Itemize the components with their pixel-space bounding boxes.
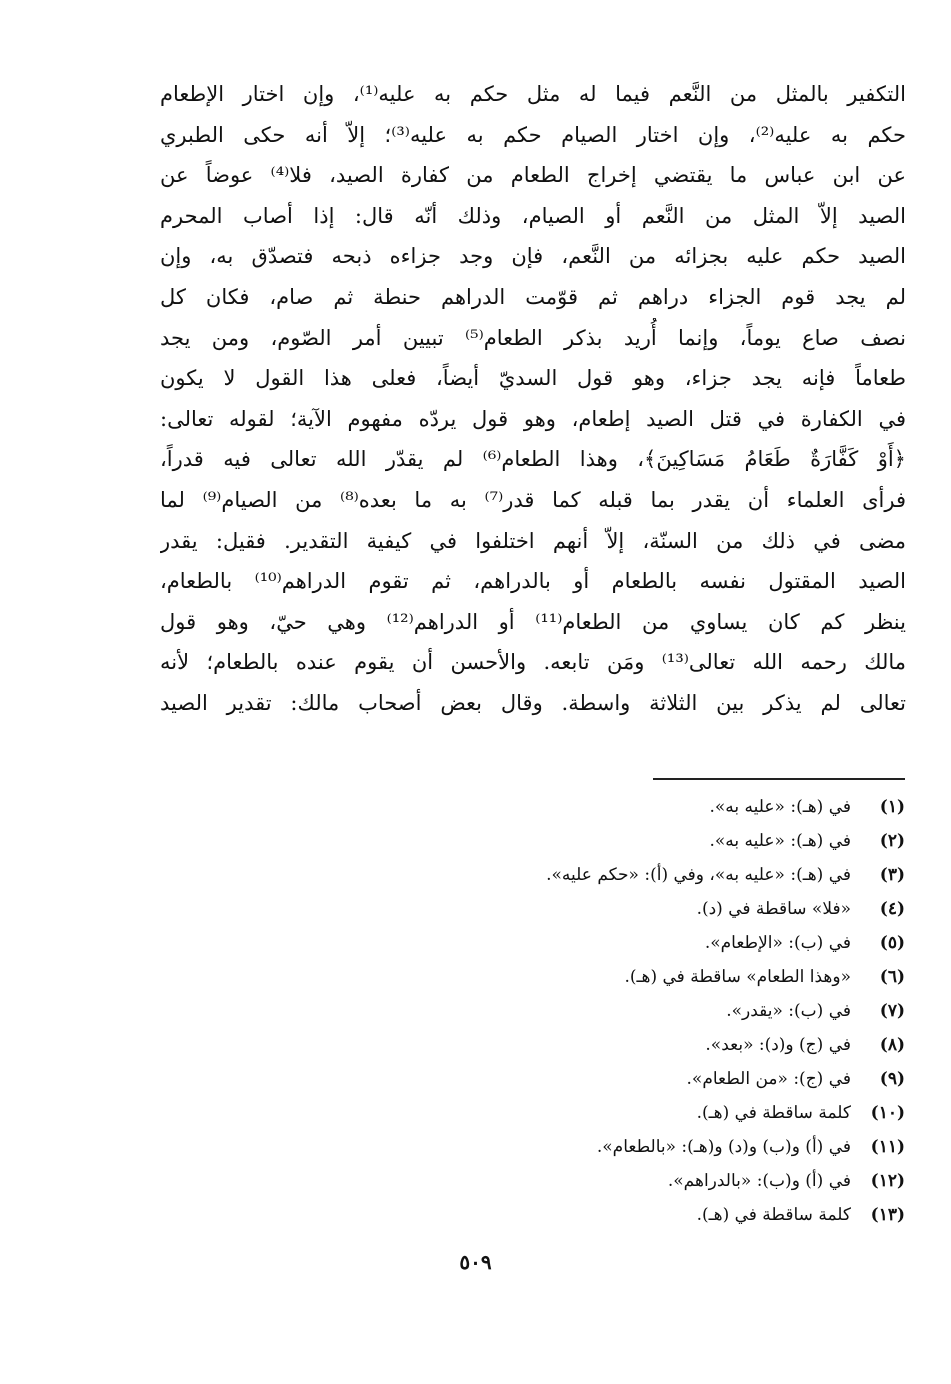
- footnote-number: (١): [879, 797, 905, 817]
- footnote-item: [145, 790, 905, 824]
- text-line: عن ابن عباس ما يقتضي إخراج الطعام من كفارة الصيد، فلا⁽⁴⁾ عوضاً عن: [160, 163, 906, 188]
- footnote-number: (١٣): [870, 1205, 905, 1225]
- footnote-text: في (هـ): «عليه به».: [709, 831, 851, 851]
- footnote-text: كلمة ساقطة في (هـ).: [696, 1103, 851, 1123]
- footnote-text: في (أ) و(ب) و(د) و(هـ): «بالطعام».: [596, 1137, 851, 1157]
- footnote-item: [145, 858, 905, 892]
- text-line: الصيد المقتول نفسه بالطعام أو بالدراهم، ثم تقوم الدراهم⁽¹⁰⁾ بالطعام،: [160, 569, 906, 594]
- text-line: لم يجد قوم الجزاء دراهم ثم قوّمت الدراهم حنطة ثم صام، فكان كل: [160, 284, 906, 309]
- footnote-number: (٥): [879, 933, 905, 953]
- footnote-text: في (هـ): «عليه به»، وفي (أ): «حكم عليه».: [546, 865, 851, 885]
- footnote-number: (١٢): [870, 1171, 905, 1191]
- footnote-number: (٤): [879, 899, 905, 919]
- footnote-item: [145, 892, 905, 926]
- footnote-text: في (ب): «الإطعام».: [704, 933, 851, 953]
- footnote-number: (١١): [870, 1137, 905, 1157]
- footnote-item: [145, 1164, 905, 1198]
- footnote-item: [145, 926, 905, 960]
- text-line: تعالى لم يذكر بين الثلاثة واسطة. وقال بعض أصحاب مالك: تقدير الصيد: [160, 690, 906, 715]
- footnote-divider: [653, 778, 905, 780]
- text-line: فرأى العلماء أن يقدر بما قبله كما قدر⁽⁷⁾ به ما بعده⁽⁸⁾ من الصيام⁽⁹⁾ لما: [160, 487, 906, 512]
- text-line: في الكفارة في قتل الصيد إطعام، وهو قول يردّه مفهوم الآية؛ لقوله تعالى:: [160, 406, 906, 431]
- footnote-text: في (ج) و(د): «بعد».: [705, 1035, 851, 1055]
- text-line: ينظر كم كان يساوي من الطعام⁽¹¹⁾ أو الدراهم⁽¹²⁾ وهي حيّ، وهو قول: [160, 609, 906, 634]
- text-line: حكم به عليه⁽²⁾، وإن اختار الصيام حكم به عليه⁽³⁾؛ إلاّ أنه حكى الطبري: [160, 122, 906, 147]
- footnote-text: «وهذا الطعام» ساقطة في (هـ).: [624, 967, 851, 987]
- footnote-text: في (ب): «يقدر».: [726, 1001, 851, 1021]
- text-line: الصيد إلاّ المثل من النَّعم أو الصيام، وذلك أنّه قال: إذا أصاب المحرم: [160, 203, 906, 228]
- footnotes-block: [145, 790, 905, 1232]
- text-line: نصف صاع يوماً، وإنما أُريد بذكر الطعام⁽⁵⁾ تبيين أمر الصّوم، ومن يجد: [160, 325, 906, 350]
- footnote-text: في (أ) و(ب): «بالدراهم».: [667, 1171, 851, 1191]
- footnote-item: [145, 994, 905, 1028]
- text-line: الصيد حكم عليه بجزائه من النَّعم، فإن وجد جزاءه ذبحه فتصدّق به، وإن: [160, 244, 906, 269]
- text-line: طعاماً فإنه يجد جزاء، وهو قول السديّ أيضاً، فعلى هذا القول لا يكون: [160, 366, 906, 391]
- footnote-number: (٦): [879, 967, 905, 987]
- footnote-item: [145, 960, 905, 994]
- page-number: ٥٠٩: [459, 1250, 492, 1274]
- footnote-item: [145, 1096, 905, 1130]
- footnote-item: [145, 1062, 905, 1096]
- text-line: مضى في ذلك من السنّة، إلاّ أنهم اختلفوا في كيفية التقدير. فقيل: يقدر: [160, 528, 906, 553]
- footnote-number: (١٠): [870, 1103, 905, 1123]
- footnote-number: (٢): [879, 831, 905, 851]
- main-text-block: [160, 74, 906, 724]
- footnote-item: [145, 1198, 905, 1232]
- footnote-text: «فلا» ساقطة في (د).: [696, 899, 851, 919]
- footnote-item: [145, 1028, 905, 1062]
- footnote-number: (٣): [879, 865, 905, 885]
- footnote-text: في (هـ): «عليه به».: [709, 797, 851, 817]
- footnote-text: في (ج): «من الطعام».: [686, 1069, 851, 1089]
- text-line: مالك رحمه الله تعالى⁽¹³⁾ ومَن تابعه. والأحسن أن يقوم عنده بالطعام؛ لأنه: [160, 650, 906, 675]
- footnote-item: [145, 824, 905, 858]
- footnote-text: كلمة ساقطة في (هـ).: [696, 1205, 851, 1225]
- quran-verse-line: ﴿أَوْ كَفَّارَةٌ طَعَامُ مَسَاكِينَ﴾، وهذا الطعام⁽⁶⁾ لم يقدّر الله تعالى فيه قدراً،: [160, 447, 906, 472]
- text-line: التكفير بالمثل من النَّعم فيما له مثل حكم به عليه⁽¹⁾، وإن اختار الإطعام: [160, 82, 906, 106]
- footnote-number: (٧): [879, 1001, 905, 1021]
- footnote-item: [145, 1130, 905, 1164]
- footnote-number: (٩): [879, 1069, 905, 1089]
- footnote-number: (٨): [879, 1035, 905, 1055]
